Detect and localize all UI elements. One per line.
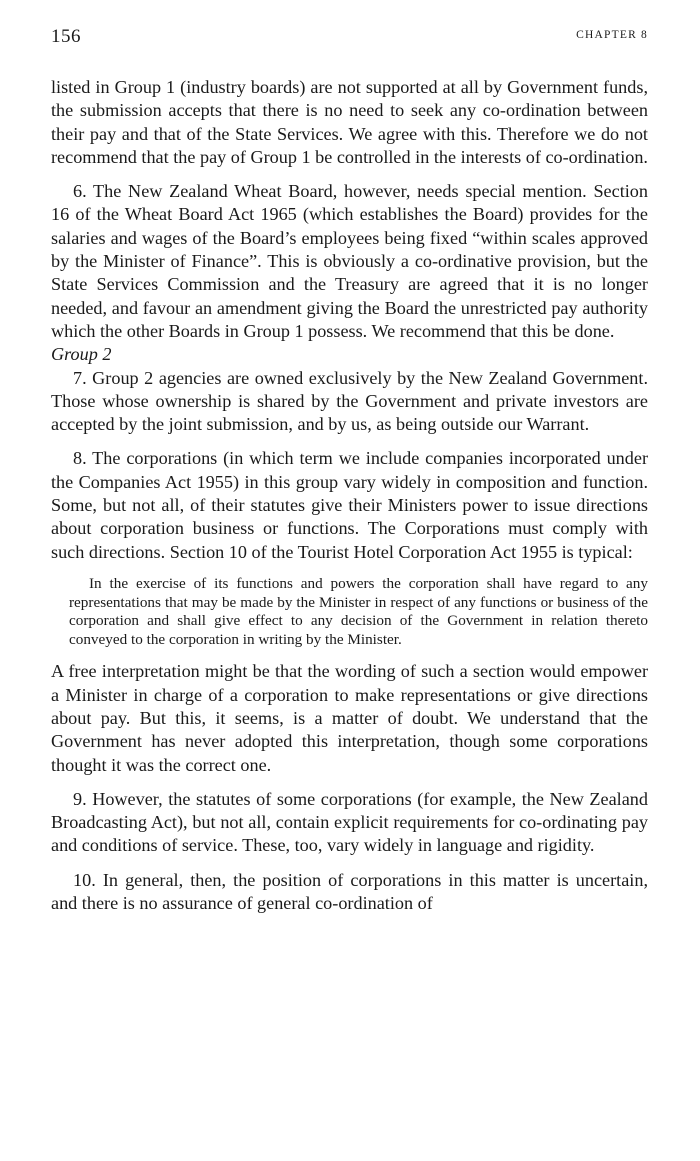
paragraph-7: 7. Group 2 agencies are owned exclusively by the New Zealand Government. Those whose ownership is shared by the Government and private investors are accepted by the joint submission, and by us, as being outside our Warrant.: [51, 367, 648, 435]
paragraph-8: 8. The corporations (in which term we include companies incorporated under the Companies Act 1955) in this group vary widely in composition and function. Some, but not all, of their statutes give their Ministers power to issue directions about corporation business or functions. The Corporations must comply with such directions. Section 10 of the Tourist Hotel Corporation Act 1955 is typical:: [51, 448, 648, 562]
running-head: CHAPTER 8: [576, 29, 648, 41]
paragraph-continued: listed in Group 1 (industry boards) are not supported at all by Government funds, the submission accepts that there is no need to seek any co-ordination between their pay and that of the State Services. We agree with this. Therefore we do not recommend that the pay of Group 1 be controlled in the interests of co-ordination.: [51, 77, 648, 167]
section-heading-group-2: Group 2: [51, 344, 112, 365]
paragraph-8-continued: A free interpretation might be that the wording of such a section would empower a Minister in charge of a corporation to make representations or give directions about pay. But this, it seems, is a matter of doubt. We understand that the Government has never adopted this interpretation, though some corporations thought it was the correct one.: [51, 661, 648, 775]
paragraph-10: 10. In general, then, the position of corporations in this matter is uncertain, and there is no assurance of general co-ordination of: [51, 869, 648, 913]
block-quote: In the exercise of its functions and powers the corporation shall have regard to any representations that may be made by the Minister in respect of any functions or business of the corporation and shall give effect to any decision of the Government in relation thereto conveyed to the corporation in writing by the Minister.: [69, 574, 648, 648]
paragraph-6: 6. The New Zealand Wheat Board, however, needs special mention. Section 16 of the Wheat Board Act 1965 (which establishes the Board) provides for the salaries and wages of the Board’s employees being fixed “within scales approved by the Minister of Finance”. This is obviously a co-ordinative provision, but the State Services Commission and the Treasury are agreed that it is no longer needed, and favour an amendment giving the Board the unrestricted pay authority which the other Boards in Group 1 possess. We recommend that this be done.: [51, 181, 648, 341]
page-header: [51, 26, 648, 50]
page-body: [51, 76, 648, 915]
paragraph-9: 9. However, the statutes of some corporations (for example, the New Zealand Broadcasting Act), but not all, contain explicit requirements for co-ordinating pay and conditions of service. These, too, vary widely in language and rigidity.: [51, 788, 648, 856]
page-number: 156: [51, 26, 81, 47]
